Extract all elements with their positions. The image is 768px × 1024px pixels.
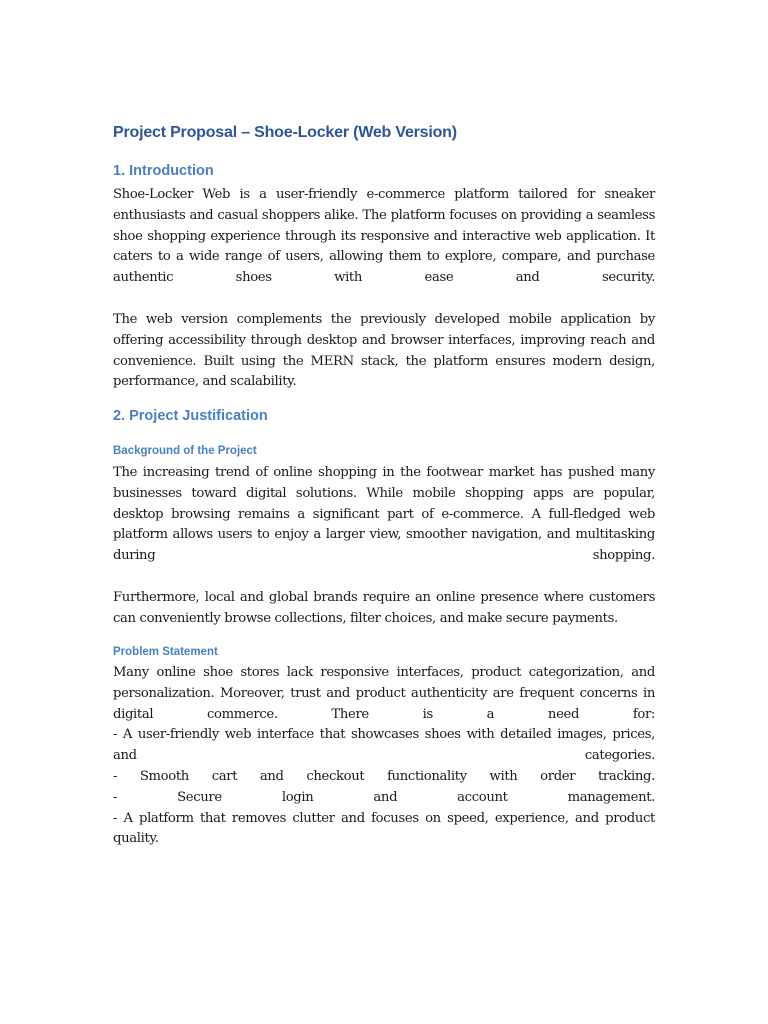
text-line: digital commerce. There is a need for: <box>113 706 655 722</box>
text-line: offering accessibility through desktop and browser interfaces, improving reach and <box>113 332 655 348</box>
text-line: can conveniently browse collections, filter choices, and make secure payments. <box>113 610 618 626</box>
text-line: desktop browsing remains a significant part of e-commerce. A full-fledged web <box>113 506 655 522</box>
text-line: and categories. <box>113 748 655 764</box>
text-line: - A platform that removes clutter and focuses on speed, experience, and product <box>113 810 655 826</box>
text-line: convenience. Built using the MERN stack, the platform ensures modern design, <box>113 353 655 369</box>
section-heading-project-justification: 2. Project Justification <box>113 408 268 424</box>
text-line: authentic shoes with ease and security. <box>113 270 655 286</box>
text-line: - A user-friendly web interface that showcases shoes with detailed images, prices, <box>113 727 655 743</box>
text-line: The web version complements the previously developed mobile application by <box>113 312 655 327</box>
text-line: businesses toward digital solutions. While mobile shopping apps are popular, <box>113 485 655 501</box>
text-line: enthusiasts and casual shoppers alike. The platform focuses on providing a seamless <box>113 207 655 223</box>
subheading-background: Background of the Project <box>113 445 257 457</box>
background-paragraph-2 <box>113 588 655 630</box>
document-title: Project Proposal – Shoe-Locker (Web Version) <box>113 124 457 141</box>
text-line: - Secure login and account management. <box>113 789 655 805</box>
text-line: The increasing trend of online shopping in the footwear market has pushed many <box>113 465 655 480</box>
background-paragraph-1 <box>113 463 655 567</box>
problem-statement-paragraph <box>113 663 655 850</box>
text-line: personalization. Moreover, trust and product authenticity are frequent concerns in <box>113 685 655 701</box>
text-line: caters to a wide range of users, allowing them to explore, compare, and purchase <box>113 249 655 265</box>
text-line: during shopping. <box>113 548 655 564</box>
introduction-paragraph-2 <box>113 310 655 393</box>
text-line: Furthermore, local and global brands require an online presence where customers <box>113 590 655 605</box>
text-line: platform allows users to enjoy a larger view, smoother navigation, and multitasking <box>113 527 655 543</box>
section-heading-introduction: 1. Introduction <box>113 163 214 179</box>
text-line: - Smooth cart and checkout functionality with order tracking. <box>113 768 655 784</box>
text-line: Shoe-Locker Web is a user-friendly e-commerce platform tailored for sneaker <box>113 187 655 202</box>
introduction-paragraph-1 <box>113 185 655 289</box>
text-line: shoe shopping experience through its responsive and interactive web application. It <box>113 228 655 244</box>
text-line: quality. <box>113 831 159 847</box>
text-line: Many online shoe stores lack responsive interfaces, product categorization, and <box>113 665 655 680</box>
subheading-problem-statement: Problem Statement <box>113 646 218 658</box>
text-line: performance, and scalability. <box>113 374 297 390</box>
